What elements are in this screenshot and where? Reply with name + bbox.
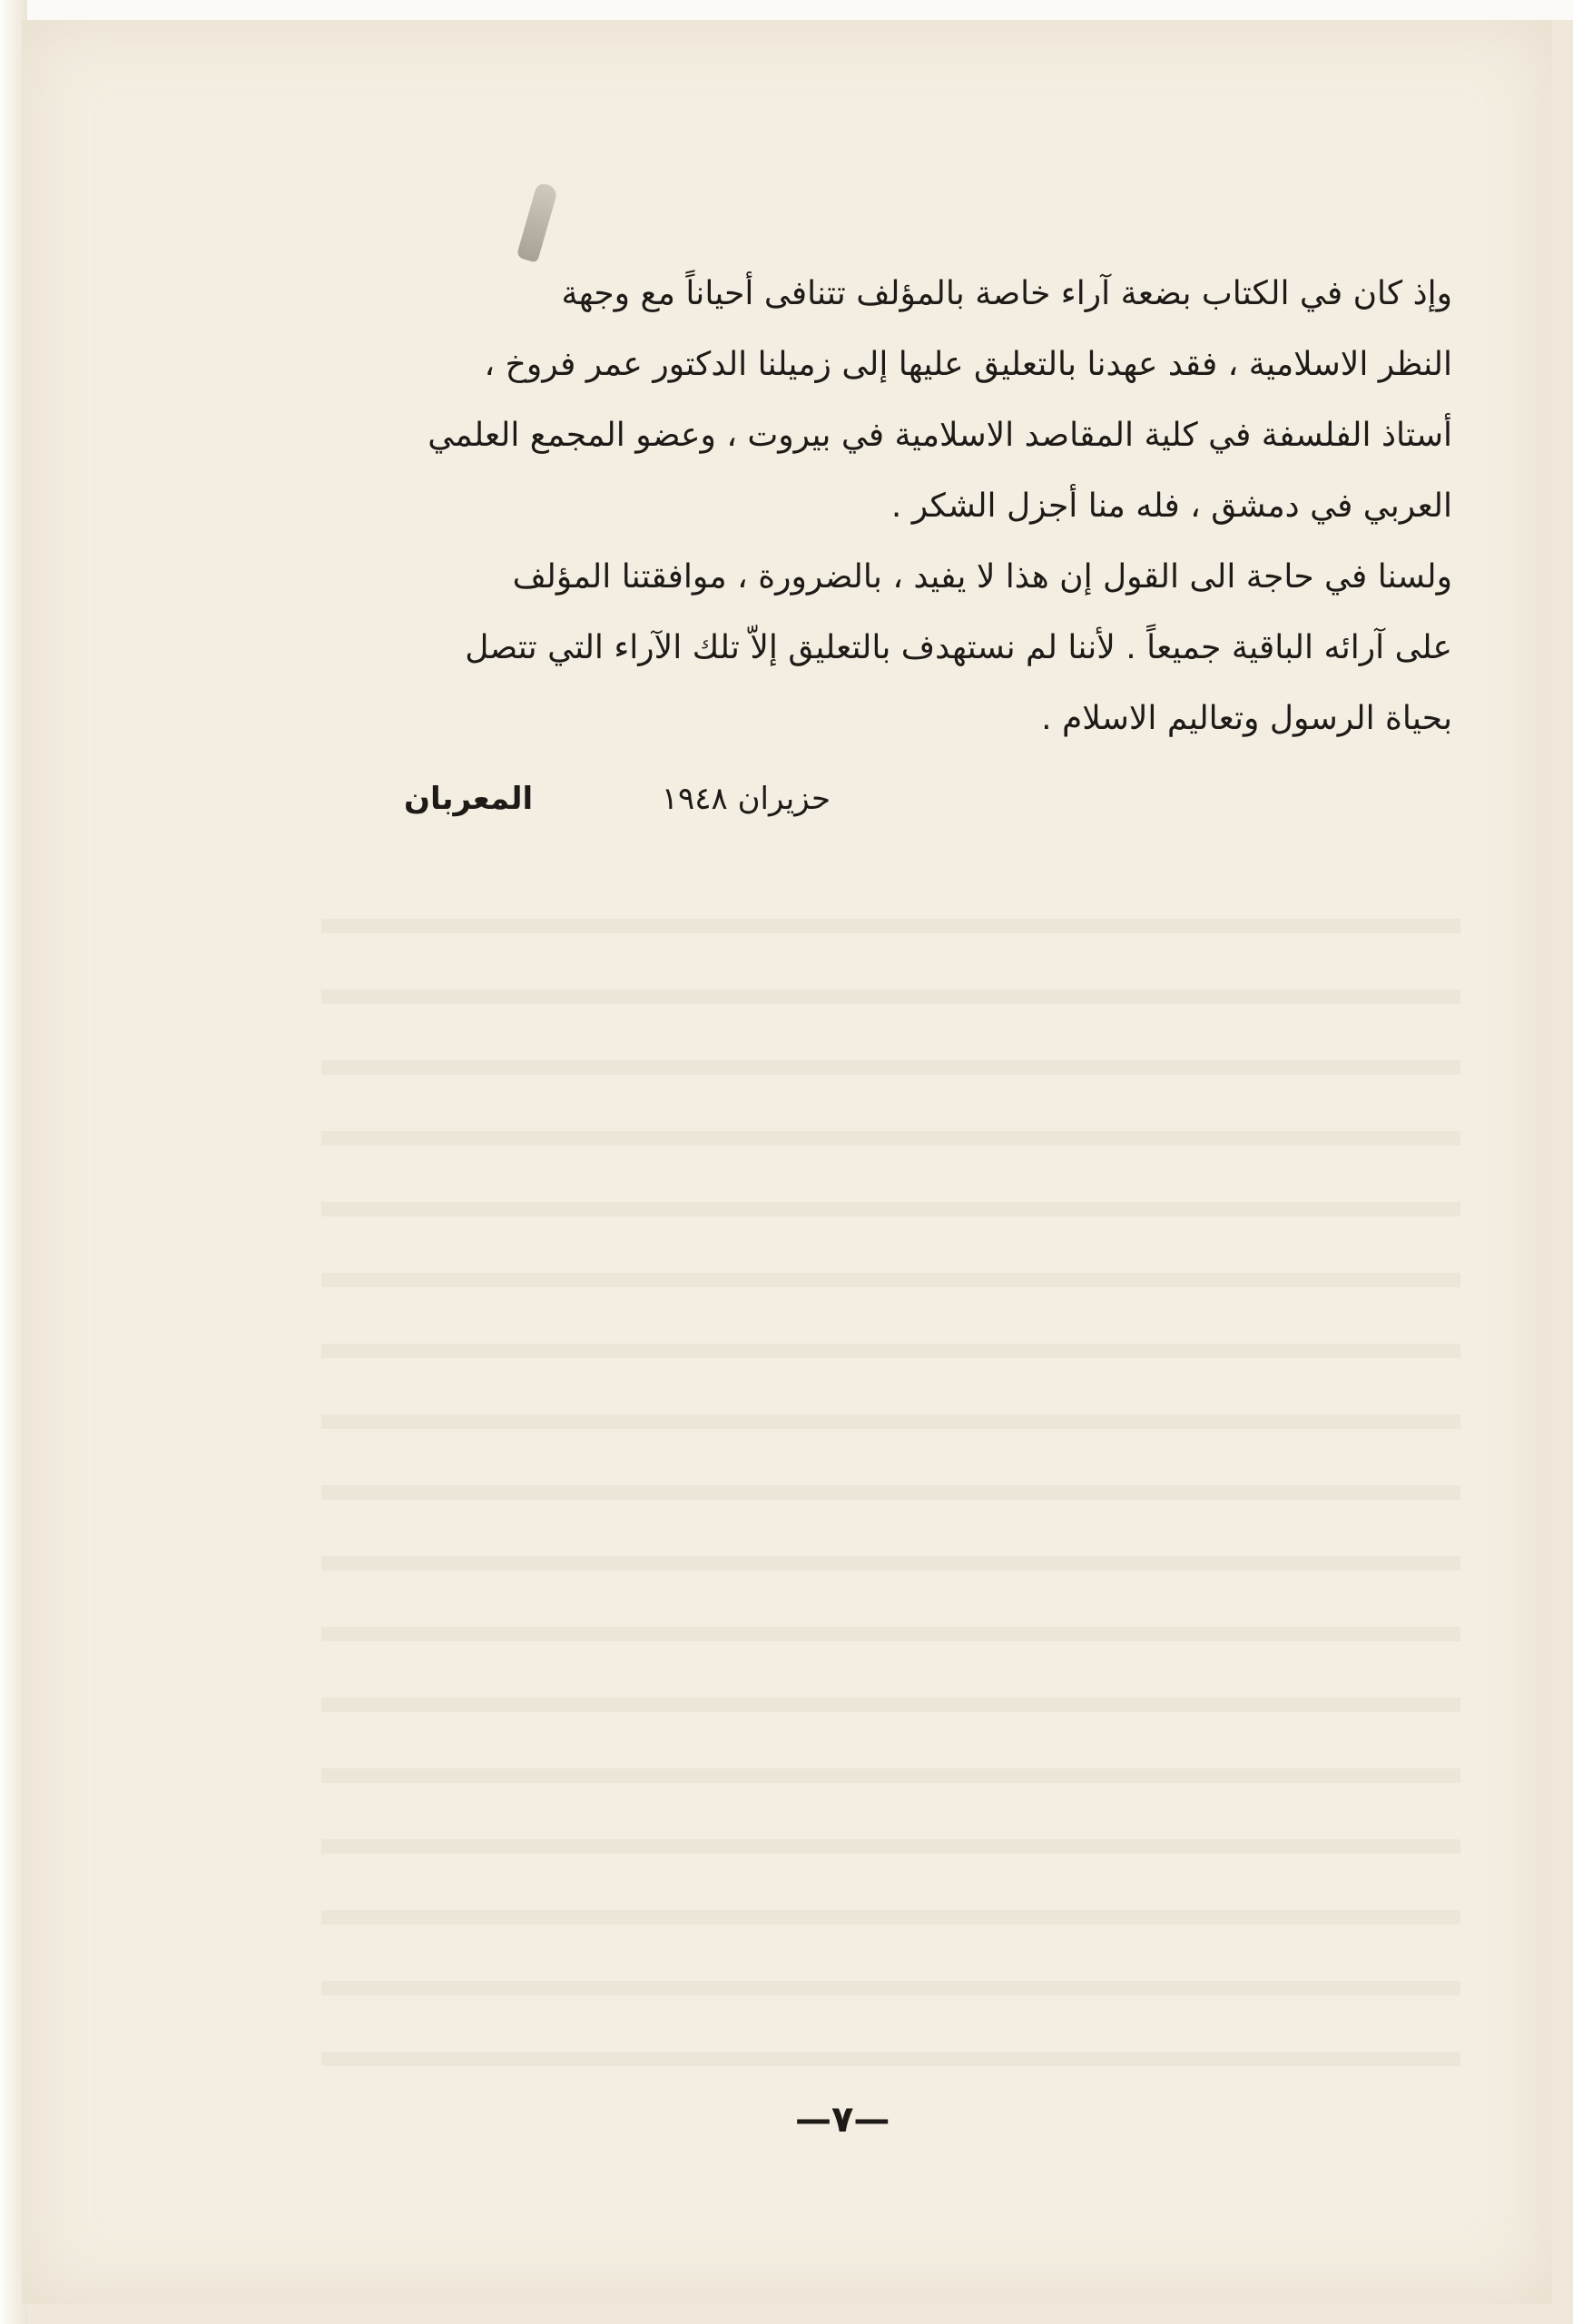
paragraph-line-3: أستاذ الفلسفة في كلية المقاصد الاسلامية في بيروت ، وعضو المجمع العلمي <box>428 417 1452 454</box>
paragraph-line-4: العربي في دمشق ، فله منا أجزل الشكر . <box>890 487 1452 525</box>
paragraph-line-5: ولسنا في حاجة الى القول إن هذا لا يفيد ، بالضرورة ، موافقتنا المؤلف <box>512 558 1452 596</box>
signoff-signature: المعربان <box>404 781 534 817</box>
page-number: —٧— <box>795 2099 890 2141</box>
paragraph-line-2: النظر الاسلامية ، فقد عهدنا بالتعليق عليها إلى زميلنا الدكتور عمر فروخ ، <box>484 346 1452 383</box>
top-scan-strip <box>0 0 1573 20</box>
paragraph-line-6: على آرائه الباقية جميعاً . لأننا لم نستهدف بالتعليق إلاّ تلك الآراء التي تتصل <box>465 629 1452 666</box>
arabic-paragraph-block <box>304 259 1452 754</box>
paragraph-line-7: بحياة الرسول وتعاليم الاسلام . <box>1041 700 1452 737</box>
signoff-date: حزيران ١٩٤٨ <box>661 781 831 817</box>
paragraph-line-1: وإذ كان في الكتاب بضعة آراء خاصة بالمؤلف تتنافى أحياناً مع وجهة <box>561 275 1452 312</box>
paper-tear-mark <box>516 182 559 262</box>
bleed-through-text <box>321 919 1460 2090</box>
signoff-row <box>404 781 831 817</box>
